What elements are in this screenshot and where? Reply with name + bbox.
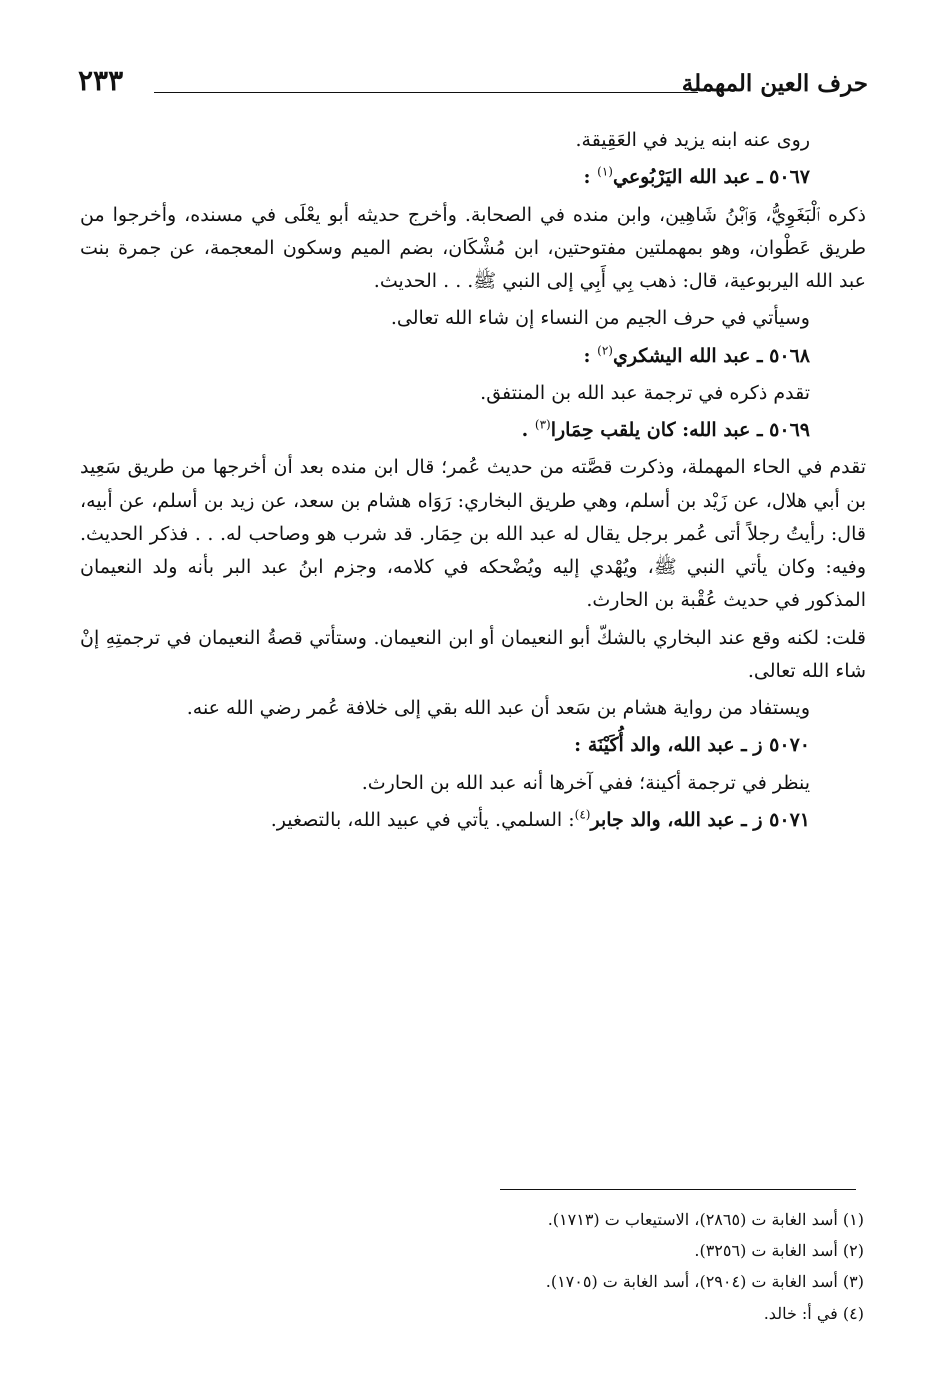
paragraph: تقدم في الحاء المهملة، وذكرت قصَّته من حديث عُمر؛ قال ابن منده بعد أن أخرجها من طريق سَعِيد بن أبي هلال، عن زَيْد بن أسلم، وهي طريق البخاري: رَوَاه هشام بن سعد، عن زيد بن أسلم، عن أبيه، قال: رأيتُ رجلاً أتى عُمر برجل يقال له عبد الله بن حِمَار. قد شرب هو وصاحب له. . . فذكر الحديث. وفيه: وكان يأتي النبي ﷺ، ويُهْدي إليه ويُضْحكه في كلامه، وجزم ابنُ عبد البر بأنه ولد النعيمان المذكور في حديث عُقْبة بن الحارث.: [80, 456, 866, 612]
paragraph: قلت: لكنه وقع عند البخاري بالشكّ أبو النعيمان أو ابن النعيمان. وستأتي قصةُ النعيمان في ترجمتِهِ إنْ شاء الله تعالى.: [80, 626, 866, 682]
entry-suffix: :: [583, 166, 598, 189]
entry-heading-5067: [80, 161, 866, 194]
paragraph: روى عنه ابنه يزيد في العَقِيقة.: [575, 129, 810, 151]
body-text: [80, 124, 866, 841]
footnote-ref: (٤): [574, 807, 591, 822]
entry-suffix: :: [583, 344, 598, 367]
entry-title: ٥٠٧١ ز ـ عبد الله، والد جابر: [590, 808, 810, 831]
entry-heading-5069: [80, 414, 866, 447]
footnotes: [300, 1204, 864, 1329]
entry-heading-5068: [80, 340, 866, 373]
footnote-ref: (١): [597, 164, 613, 179]
footnote-3: (٣) أسد الغابة ت (٢٩٠٤)، أسد الغابة ت (١٧٠٥).: [545, 1272, 864, 1292]
footnote-1: (١) أسد الغابة ت (٢٨٦٥)، الاستيعاب ت (١٧١٣).: [547, 1210, 864, 1229]
paragraph: ينظر في ترجمة أكينة؛ ففي آخرها أنه عبد الله بن الحارث.: [361, 771, 810, 794]
entry-title: ٥٠٦٩ ـ عبد الله: كان يلقب حِمَارا: [550, 419, 810, 441]
entry-heading-5071: [80, 804, 866, 837]
paragraph: تقدم ذكره في ترجمة عبد الله بن المنتفق.: [480, 381, 810, 404]
footnote-2: (٢) أسد الغابة ت (٣٢٥٦).: [694, 1241, 864, 1261]
page-number: ٢٣٣: [78, 64, 124, 97]
header-rule: [154, 92, 698, 93]
entry-suffix: .: [521, 419, 535, 441]
entry-heading-5070: [80, 729, 866, 762]
paragraph: وسيأتي في حرف الجيم من النساء إن شاء الله تعالى.: [390, 307, 810, 330]
entry-suffix: : السلمي. يأتي في عبيد الله، بالتصغير.: [270, 808, 575, 831]
paragraph: ذكره ٱلْبَغَوِيُّ، وَٱبْنُ شَاهِين، وابن منده في الصحابة. وأخرج حديثه أبو يعْلَى في مسنده، وأخرجوا من طريق عَطْوان، وهو بمهملتين مفتوحتين، ابن مُشْكَان، بضم الميم وسكون المعجمة، عن جمرة بنت عبد الله اليربوعية، قال: ذهب بِي أَبِي إلى النبي ﷺ. . . الحديث.: [80, 203, 866, 292]
entry-suffix: :: [574, 734, 588, 757]
paragraph: ويستفاد من رواية هشام بن سَعد أن عبد الله بقي إلى خلافة عُمر رضي الله عنه.: [186, 697, 810, 719]
footnote-ref: (٣): [534, 417, 551, 432]
footnote-separator: [500, 1189, 856, 1190]
entry-title: ٥٠٧٠ ز ـ عبد الله، والد أُكَيْنَة: [587, 734, 810, 757]
entry-title: ٥٠٦٧ ـ عبد الله اليَرْبُوعي: [612, 166, 810, 189]
running-title: حرف العين المهملة: [681, 70, 868, 97]
footnote-4: (٤) في أ: خالد.: [763, 1303, 864, 1323]
footnote-ref: (٢): [597, 343, 613, 358]
entry-title: ٥٠٦٨ ـ عبد الله اليشكري: [612, 344, 810, 367]
page-header: [78, 64, 868, 104]
